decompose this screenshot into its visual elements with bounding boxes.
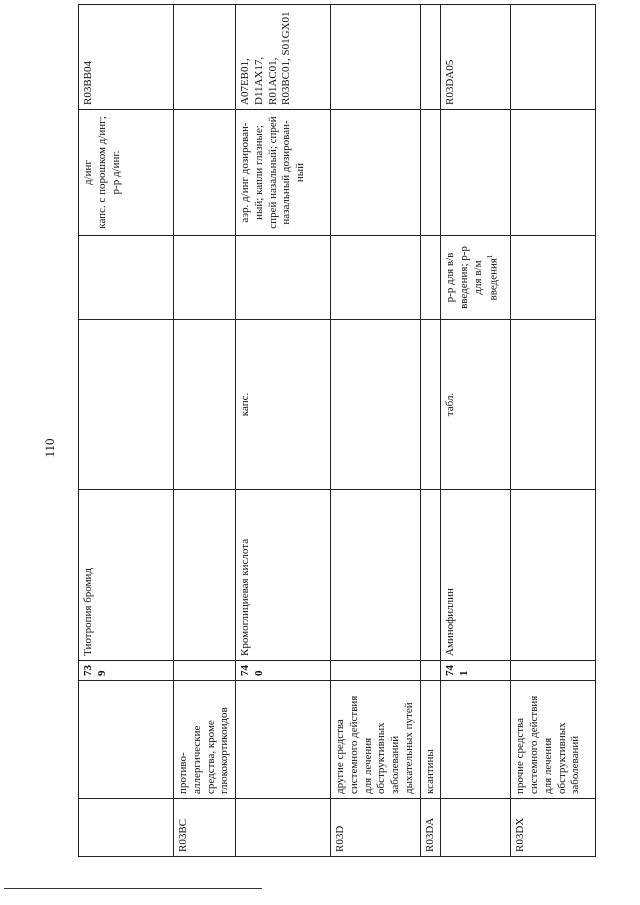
row-number — [511, 661, 596, 681]
atc-group-code — [331, 799, 421, 857]
drug-name — [331, 490, 421, 661]
atc-code — [331, 5, 421, 110]
atc-group-code — [79, 799, 174, 857]
dosage-form — [511, 320, 596, 490]
atc-group-name — [174, 681, 236, 799]
table-row — [79, 5, 174, 857]
footnote-marker: 1 — [485, 254, 494, 259]
table-row — [331, 5, 421, 857]
dosage-form — [441, 320, 511, 490]
row-number — [331, 661, 421, 681]
atc-code — [441, 5, 511, 110]
route-form — [236, 236, 331, 320]
atc-code — [420, 5, 441, 110]
route-form — [79, 236, 174, 320]
route-form-text: р-р для в/в введения; р-р для в/м введения — [444, 246, 500, 309]
drug-name-text: Тиотропия бромид — [82, 567, 94, 656]
drug-name — [511, 490, 596, 661]
atc-group-name-text: другие средства системного действия для лечения обструктивных заболеваний дыхательных путей — [334, 695, 415, 794]
drug-name — [79, 490, 174, 661]
dose-form — [511, 110, 596, 236]
atc-group-code-text: R03DA — [423, 817, 436, 852]
drug-name — [174, 490, 236, 661]
atc-group-name — [79, 681, 174, 799]
dose-form-text: аэр. д/инг дозирован-ный; капли глазные; спрей назальный; спрей назальный дозирован-ный — [239, 116, 306, 229]
atc-group-code — [441, 799, 511, 857]
atc-code-text: R03BB04 — [82, 60, 94, 105]
dosage-form — [79, 320, 174, 490]
table-row — [441, 5, 511, 857]
atc-group-name-text: противо-аллергические средства, кроме глюкокортикоидов — [177, 707, 231, 794]
atc-group-name — [441, 681, 511, 799]
dosage-form-text: табл. — [444, 392, 457, 417]
route-form — [441, 236, 511, 320]
dose-form — [79, 110, 174, 236]
drug-table-wrapper — [78, 5, 581, 857]
atc-group-code — [511, 799, 596, 857]
atc-group-name — [511, 681, 596, 799]
atc-group-code — [236, 799, 331, 857]
atc-group-code-text: R03BC — [177, 818, 189, 852]
dosage-form — [420, 320, 441, 490]
drug-name-text: Аминофиллин — [444, 588, 457, 656]
dose-form-text: д/инг капс. с порошком д/инг; р-р д/инг. — [82, 116, 122, 229]
table-row — [174, 5, 236, 857]
footnote-separator — [4, 888, 262, 889]
dosage-form-text: капс. — [239, 392, 251, 417]
atc-code — [236, 5, 331, 110]
row-number — [420, 661, 441, 681]
drug-name-text: Кромоглициевая кислота — [239, 538, 251, 656]
atc-group-name — [236, 681, 331, 799]
route-form — [331, 236, 421, 320]
atc-code — [511, 5, 596, 110]
rotated-table-container — [78, 5, 581, 857]
route-form — [511, 236, 596, 320]
atc-group-name-text: прочие средства системного действия для лечения обструктивных заболеваний — [514, 695, 582, 794]
atc-group-code-text: R03DX — [514, 817, 527, 852]
route-form — [420, 236, 441, 320]
atc-group-name-text: ксантины — [423, 749, 436, 794]
dosage-form — [174, 320, 236, 490]
drug-name — [236, 490, 331, 661]
table-row — [420, 5, 441, 857]
atc-code — [79, 5, 174, 110]
atc-code-text: A07EB01, D11AX17, R01AC01, R03BC01, S01GX01 — [239, 11, 293, 105]
dose-form — [331, 110, 421, 236]
dosage-form — [331, 320, 421, 490]
row-number-text: 740 — [239, 665, 265, 676]
row-number — [174, 661, 236, 681]
dose-form — [174, 110, 236, 236]
row-number-text: 741 — [444, 665, 470, 676]
atc-code-text: R03DA05 — [444, 59, 457, 105]
drug-name — [441, 490, 511, 661]
drug-table — [78, 4, 596, 857]
dose-form — [236, 110, 331, 236]
row-number — [236, 661, 331, 681]
row-number — [441, 661, 511, 681]
table-row — [511, 5, 596, 857]
dose-form — [441, 110, 511, 236]
atc-group-name — [331, 681, 421, 799]
atc-code — [174, 5, 236, 110]
row-number — [79, 661, 174, 681]
atc-group-code — [174, 799, 236, 857]
drug-name — [420, 490, 441, 661]
atc-group-name — [420, 681, 441, 799]
dose-form — [420, 110, 441, 236]
atc-group-code — [420, 799, 441, 857]
row-number-text: 739 — [82, 665, 108, 676]
table-row — [236, 5, 331, 857]
route-form — [174, 236, 236, 320]
page-number: 110 — [42, 438, 57, 458]
dosage-form — [236, 320, 331, 490]
atc-group-code-text: R03D — [334, 825, 346, 852]
